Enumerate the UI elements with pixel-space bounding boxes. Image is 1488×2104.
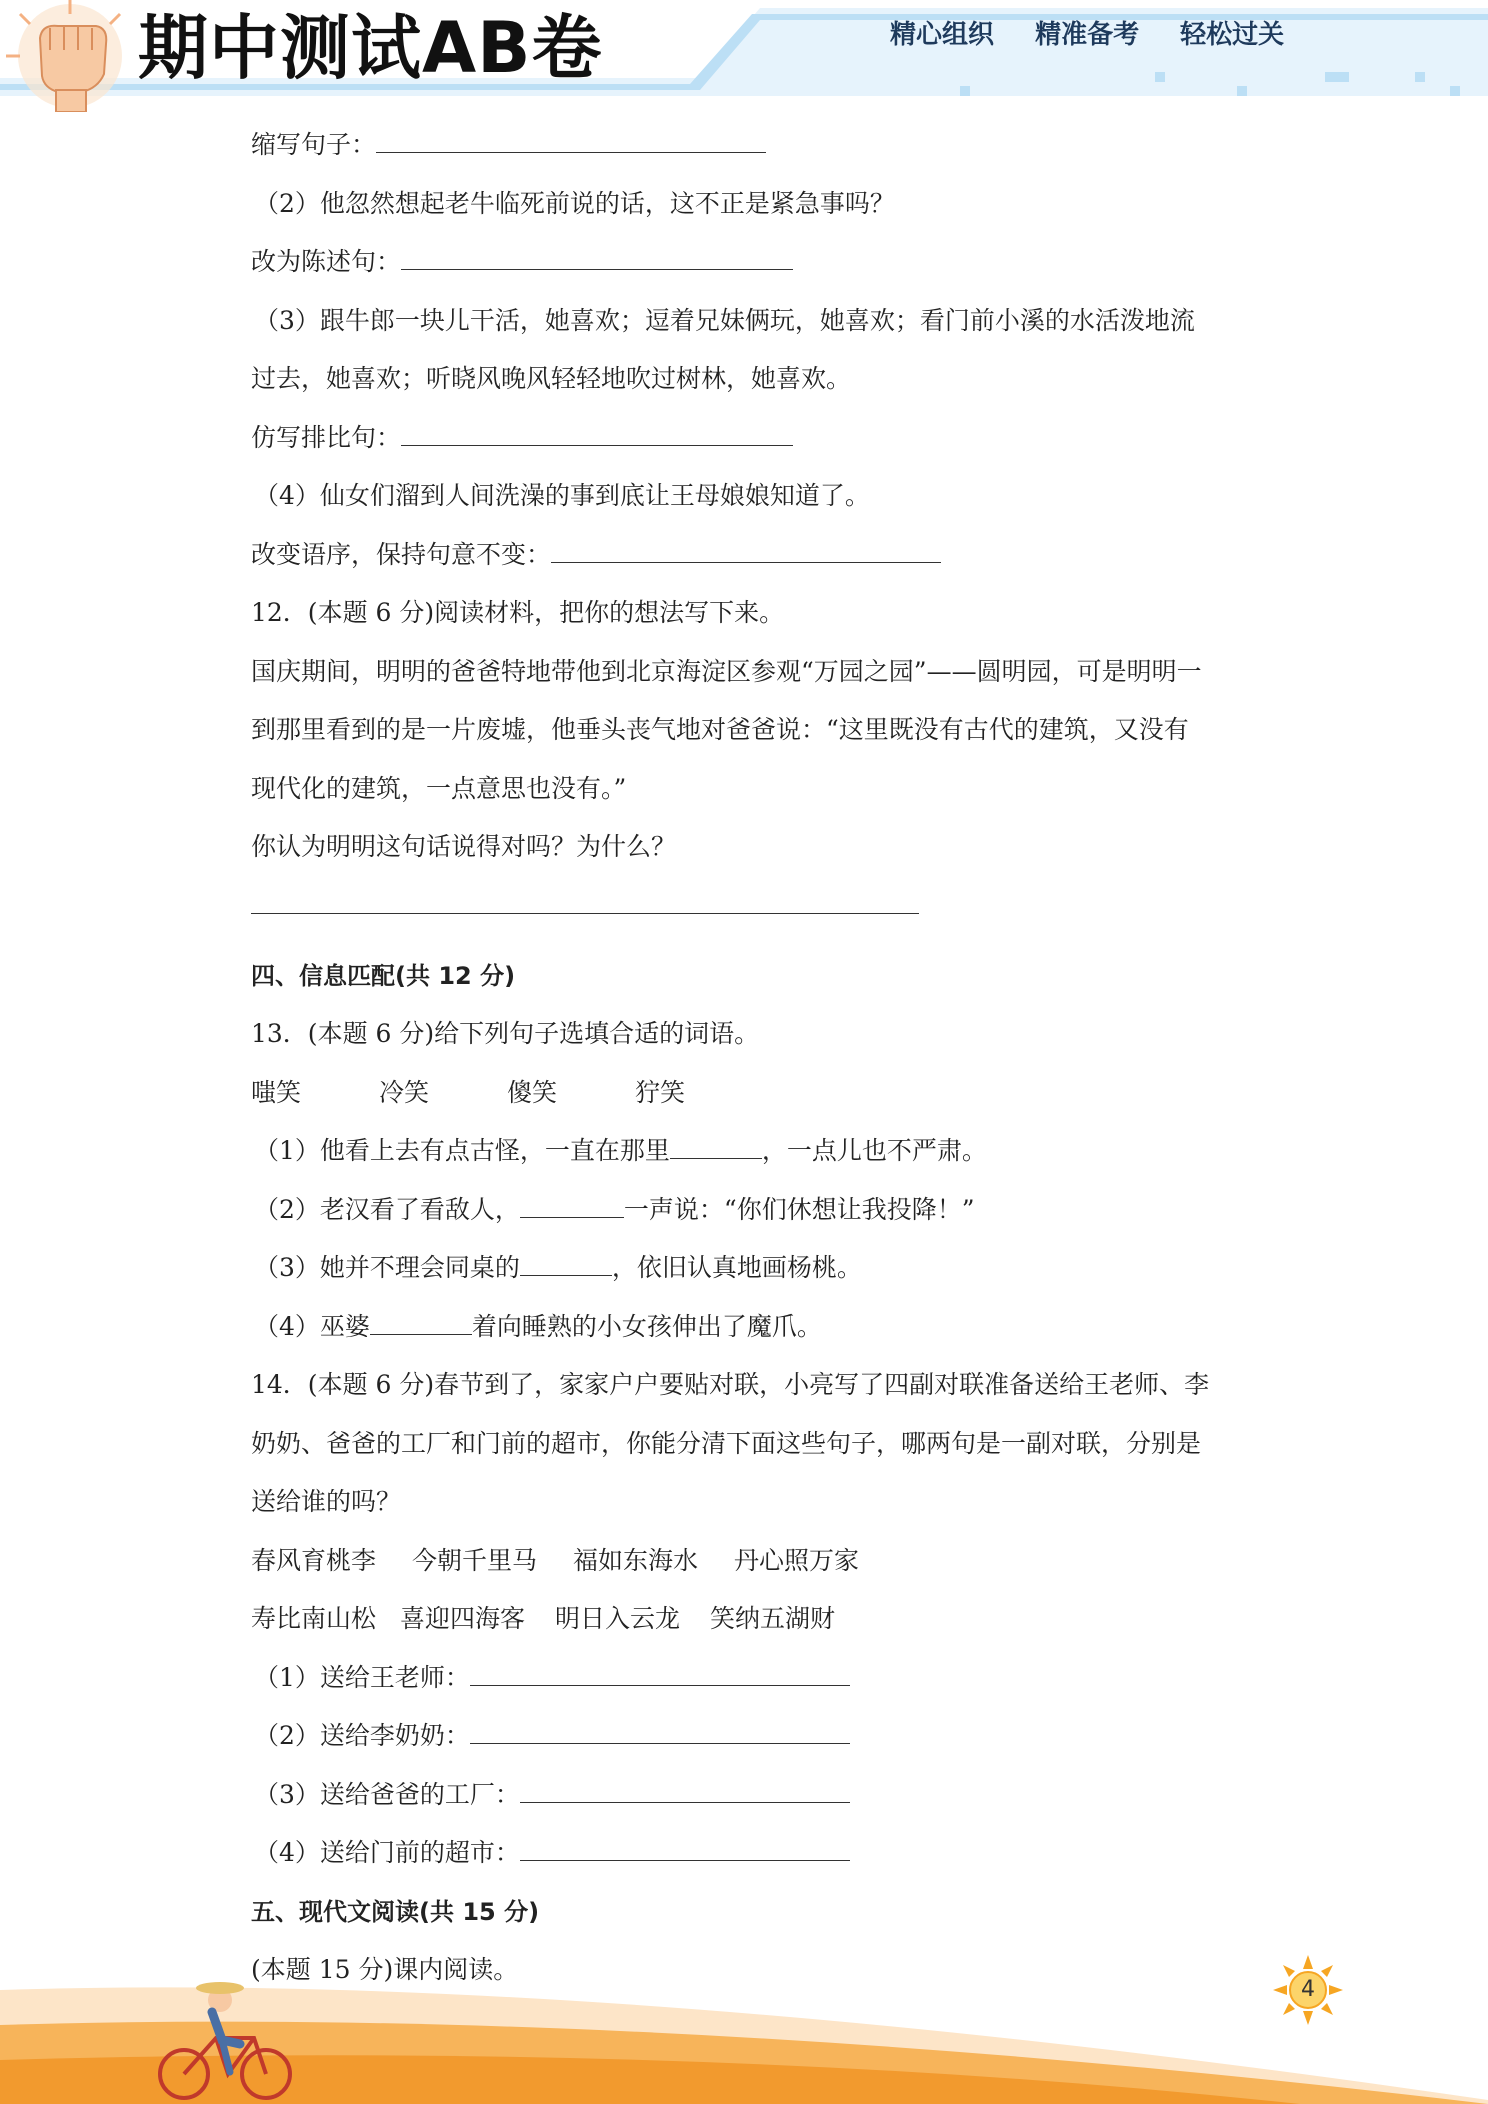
question-12: 12．(本题 6 分)阅读材料，把你的想法写下来。 [251,598,785,627]
text-line: 改为陈述句： [251,233,1251,292]
couplet-item: 丹心照万家 [734,1545,860,1575]
text-line: （3）送给爸爸的工厂： [251,1766,1251,1825]
page-header [0,0,1488,110]
word-option: 傻笑 [507,1077,558,1107]
question-13: 13．(本题 6 分)给下列句子选填合适的词语。 [251,1019,760,1048]
fist-logo-icon [0,0,140,112]
text-line: (本题 15 分)课内阅读。 [251,1955,519,1984]
couplet-item: 福如东海水 [573,1545,699,1575]
answer-blank[interactable] [470,1719,850,1744]
cyclist-illustration-icon [150,1960,300,2104]
word-options [251,1064,1251,1123]
answer-blank[interactable] [401,245,793,270]
question-14: 14．(本题 6 分)春节到了，家家户户要贴对联，小亮写了四副对联准备送给王老师、李 [251,1370,1210,1399]
text-line: 你认为明明这句话说得对吗？为什么？ [251,832,677,861]
slogan-2: 精准备考 [1035,20,1140,50]
couplet-item: 笑纳五湖财 [710,1604,836,1633]
answer-blank[interactable] [520,1251,612,1276]
text-line: 仿写排比句： [251,409,1251,468]
text-line: 缩写句子： [251,116,1251,175]
text-line: 过去，她喜欢；听晓风晚风轻轻地吹过树林，她喜欢。 [251,364,852,393]
text-line: 改变语序，保持句意不变： [251,526,1251,585]
header-slogans [890,14,1316,51]
answer-line [251,877,1251,947]
answer-blank[interactable] [470,1661,850,1686]
couplet-item: 喜迎四海客 [400,1604,526,1633]
text-line: （4）巫婆 着向睡熟的小女孩伸出了魔爪。 [254,1311,822,1341]
text-line: （1）他看上去有点古怪，一直在那里 ，一点儿也不严肃。 [254,1136,987,1165]
text-line: （2）他忽然想起老牛临死前说的话，这不正是紧急事吗？ [254,188,895,218]
text-line: 到那里看到的是一片废墟，他垂头丧气地对爸爸说：“这里既没有古代的建筑，又没有 [251,715,1189,744]
answer-blank[interactable] [551,538,941,563]
answer-blank[interactable] [670,1134,762,1159]
text-line: 国庆期间，明明的爸爸特地带他到北京海淀区参观“万园之园”——圆明园，可是明明一 [251,656,1202,686]
text-line: （4）仙女们溜到人间洗澡的事到底让王母娘娘知道了。 [254,481,870,510]
couplet-item: 今朝千里马 [412,1545,538,1575]
text-line: 送给谁的吗？ [251,1487,402,1516]
couplet-item: 寿比南山松 [251,1604,377,1633]
couplet-row-2 [251,1590,1251,1649]
answer-blank[interactable] [370,1310,472,1335]
text-line: （4）送给门前的超市： [251,1824,1251,1883]
word-option: 狞笑 [635,1077,686,1107]
text-line: （2）老汉看了看敌人， 一声说：“你们休想让我投降！” [254,1194,975,1224]
word-option: 嗤笑 [251,1077,302,1107]
section-heading-5: 五、现代文阅读(共 15 分) [251,1897,540,1926]
answer-blank[interactable] [520,1778,850,1803]
text-line: 现代化的建筑，一点意思也没有。” [251,773,627,803]
couplet-item: 春风育桃李 [251,1545,377,1575]
text-line: 奶奶、爸爸的工厂和门前的超市，你能分清下面这些句子，哪两句是一副对联，分别是 [251,1428,1202,1458]
answer-blank[interactable] [520,1836,850,1861]
text-line: （2）送给李奶奶： [251,1707,1251,1766]
text-line: （3）跟牛郎一块儿干活，她喜欢；逗着兄妹俩玩，她喜欢；看门前小溪的水活泼地流 [254,305,1195,335]
answer-blank[interactable] [376,128,766,153]
header-title: 期中测试AB卷 [138,7,603,89]
couplet-row-1 [251,1532,1251,1591]
word-option: 冷笑 [379,1077,430,1107]
answer-blank[interactable] [401,421,793,446]
exam-content [251,116,1251,2000]
text-line: （3）她并不理会同桌的 ，依旧认真地画杨桃。 [254,1253,862,1282]
slogan-1: 精心组织 [890,20,995,50]
couplet-item: 明日入云龙 [555,1604,681,1633]
answer-blank[interactable] [251,889,919,914]
text-line: （1）送给王老师： [251,1649,1251,1708]
slogan-3: 轻松过关 [1180,20,1285,50]
section-heading-4: 四、信息匹配(共 12 分) [251,961,516,990]
page-number: 4 [1301,1977,1315,2002]
answer-blank[interactable] [520,1193,624,1218]
